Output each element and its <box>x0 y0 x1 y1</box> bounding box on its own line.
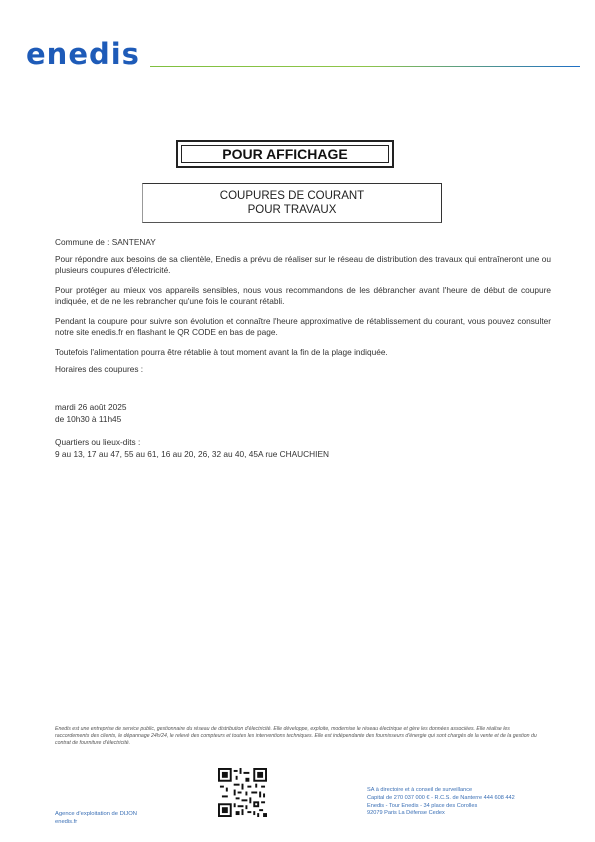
pour-affichage-box <box>176 140 394 168</box>
enedis-logo: enedis <box>26 37 140 71</box>
paragraph-intro: Pour répondre aux besoins de sa clientèle, Enedis a prévu de réaliser sur le réseau de distribution des travaux qui entraîneront une ou plusieurs coupures d'électricité. <box>55 254 551 275</box>
legal-line-3: Enedis - Tour Enedis - 34 place des Corolles <box>367 802 478 809</box>
quartiers-label: Quartiers ou lieux-dits : <box>55 437 141 447</box>
pour-affichage-label: POUR AFFICHAGE <box>181 145 389 163</box>
coupures-title-box <box>142 183 442 223</box>
legal-line-2: Capital de 270 037 000 € - R.C.S. de Nanterre 444 608 442 <box>367 794 515 801</box>
header-rule <box>150 66 580 67</box>
coupure-date: mardi 26 août 2025 <box>55 402 127 412</box>
legal-line-4: 92079 Paris La Défense Cedex <box>367 810 445 817</box>
paragraph-protection: Pour protéger au mieux vos appareils sensibles, nous vous recommandons de les débrancher avant l'heure de début de coupure indiquée, et de ne les rebrancher qu'une fois le courant rétabli. <box>55 285 551 306</box>
legal-block <box>367 787 557 818</box>
quartiers-list: 9 au 13, 17 au 47, 55 au 61, 16 au 20, 26, 32 au 40, 45A rue CHAUCHIEN <box>55 449 329 459</box>
coupure-time: de 10h30 à 11h45 <box>55 414 122 424</box>
agency-name: Agence d'exploitation de DIJON <box>55 811 137 817</box>
commune: Commune de : SANTENAY <box>55 237 156 247</box>
agency-website-link[interactable]: enedis.fr <box>55 819 78 825</box>
coupures-title-line1: COUPURES DE COURANT <box>219 190 365 202</box>
qr-code-icon[interactable] <box>218 768 267 817</box>
paragraph-qr-info: Pendant la coupure pour suivre son évolution et connaître l'heure approximative de rétablissement du courant, vous pouvez consulter notre site enedis.fr en flashant le QR CODE en bas de page. <box>55 316 551 337</box>
coupures-title-line2: POUR TRAVAUX <box>247 204 337 216</box>
paragraph-restoration: Toutefois l'alimentation pourra être rétablie à tout moment avant la fin de la plage indiquée. <box>55 347 388 357</box>
legal-line-1: SA à directoire et à conseil de surveillance <box>367 787 473 793</box>
agency-block <box>55 810 137 826</box>
horaires-label: Horaires des coupures : <box>55 364 144 374</box>
footnote: Enedis est une entreprise de service public, gestionnaire du réseau de distribution d'électricité. Elle développe, exploite, modernise le réseau électrique et gère les données associées. Elle réalise les raccordements des clients, le dépannage 24h/24, le relevé des compteurs et toutes les interventions techniques. Elle est indépendante des fournisseurs d'énergie qui sont chargés de la vente et de la gestion du contrat de fourniture d'électricité. <box>55 726 537 746</box>
